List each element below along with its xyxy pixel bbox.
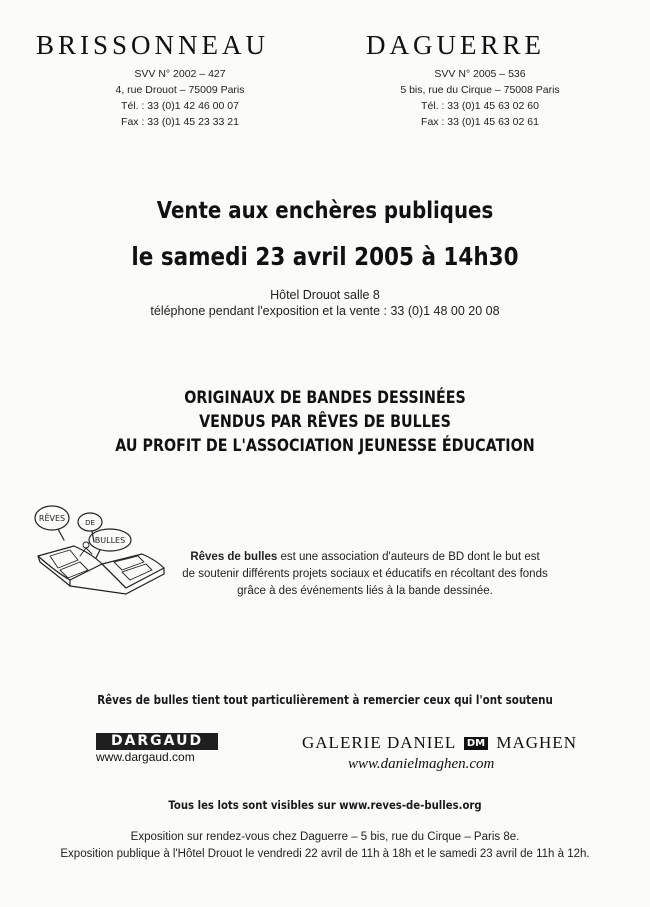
sale-venue [0,287,650,319]
house-fax: Fax : 33 (0)1 45 23 33 21 [121,116,239,128]
house-svv: SVV N° 2005 – 536 [434,68,526,80]
association-description [165,549,565,600]
house-tel: Tél. : 33 (0)1 45 63 02 60 [421,100,539,112]
house-details-brissonneau [75,66,285,130]
sale-title [52,386,598,458]
association-line-2: de soutenir différents projets sociaux et éducatifs en récoltant des fonds [182,568,548,580]
sale-headline: Vente aux enchères publiques [156,198,494,224]
venue-room: Hôtel Drouot salle 8 [270,288,380,302]
house-svv: SVV N° 2002 – 427 [134,68,226,80]
house-address: 4, rue Drouot – 75009 Paris [115,84,245,96]
house-name-brissonneau: BRISSONNEAU [36,30,270,60]
association-line-3: grâce à des événements liés à la bande dessinée. [237,585,493,597]
lots-line: Tous les lots sont visibles sur www.reves-de-bulles.org [168,798,482,812]
galerie-url: www.danielmaghen.com [348,756,495,772]
sale-date: le samedi 23 avril 2005 à 14h30 [131,242,519,271]
house-name-daguerre: DAGUERRE [366,30,545,60]
galerie-monogram-icon: DM [464,737,488,750]
house-address: 5 bis, rue du Cirque – 75008 Paris [400,84,560,96]
exposition-info [0,829,650,863]
exposition-line-1: Exposition sur rendez-vous chez Daguerre – 5 bis, rue du Cirque – Paris 8e. [130,831,520,843]
association-line-1-rest: est une association d'auteurs de BD dont le but est [277,551,540,563]
logo-word-reves: RÊVES [38,514,66,523]
house-tel: Tél. : 33 (0)1 42 46 00 07 [121,100,239,112]
house-fax: Fax : 33 (0)1 45 63 02 61 [421,116,539,128]
house-details-daguerre [370,66,590,130]
galerie-name-left: GALERIE DANIEL [302,733,456,752]
dargaud-logo: DARGAUD [96,733,218,750]
logo-word-de: DE [85,519,95,527]
venue-phone: téléphone pendant l'exposition et la vente : 33 (0)1 48 00 20 08 [150,304,500,318]
reves-de-bulles-logo [30,496,170,606]
title-line-1: ORIGINAUX DE BANDES DESSINÉES [184,388,466,408]
galerie-name-right: MAGHEN [496,733,577,752]
association-line-1 [165,549,565,566]
title-line-2: VENDUS PAR RÊVES DE BULLES [199,412,451,432]
exposition-line-2: Exposition publique à l'Hôtel Drouot le vendredi 22 avril de 11h à 18h et le samedi 23 avril de 11h à 12h. [60,848,590,860]
association-name: Rêves de bulles [190,551,278,563]
dargaud-url: www.dargaud.com [96,750,195,764]
thanks-line: Rêves de bulles tient tout particulièrement à remercier ceux qui l'ont soutenu [97,693,553,707]
logo-word-bulles: BULLES [94,536,126,545]
title-line-3: AU PROFIT DE L'ASSOCIATION JEUNESSE ÉDUCATION [115,436,535,456]
galerie-logo [302,733,577,753]
